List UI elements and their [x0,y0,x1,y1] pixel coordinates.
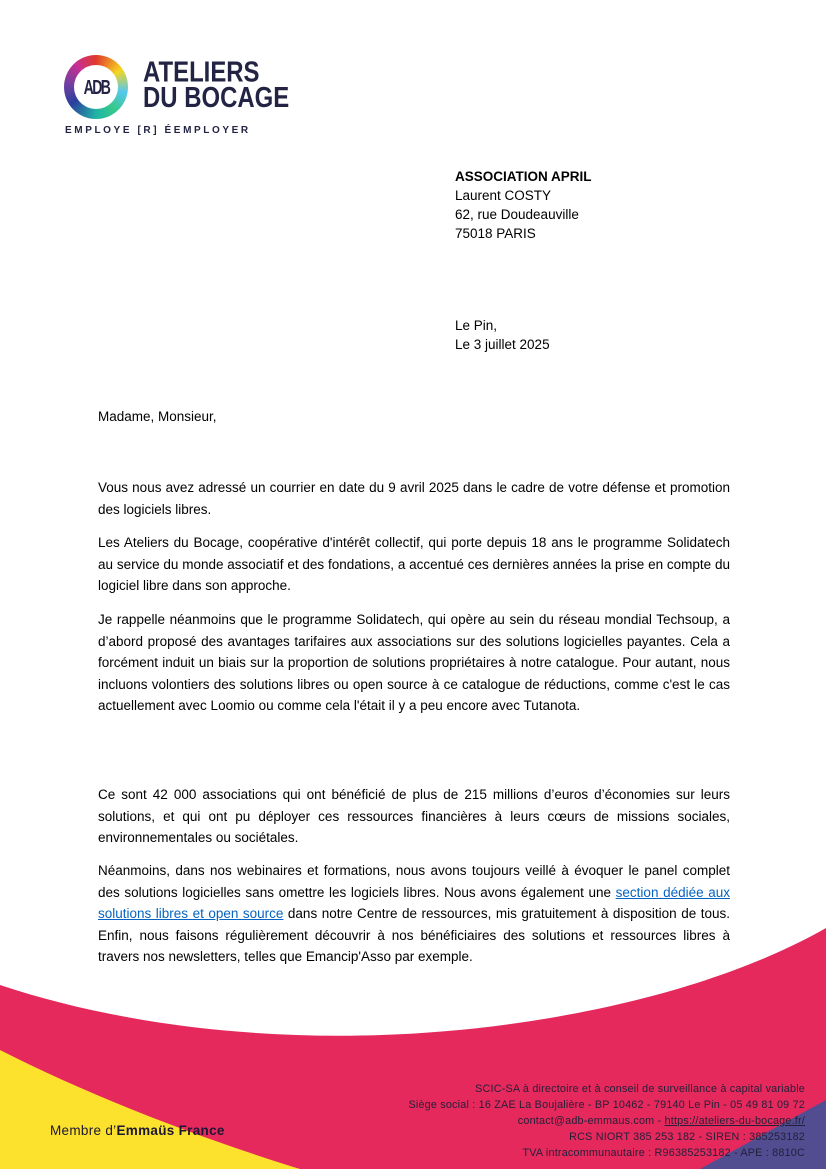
legal-line-2: Siège social : 16 ZAE La Boujalière - BP 10462 - 79140 Le Pin - 05 49 81 09 72 [408,1099,805,1111]
website-link[interactable]: https://ateliers-du-bocage.fr/ [664,1115,805,1127]
membership-note [50,1123,225,1138]
recipient-block [455,167,592,243]
dateline-place: Le Pin, [455,318,498,333]
resources-section-link[interactable]: section dédiée aux solutions libres et open source [98,884,730,921]
logo-wordmark [143,54,290,114]
membership-prefix: Membre d’ [50,1123,117,1138]
legal-line-1: SCIC-SA à directoire et à conseil de surveillance à capital variable [475,1083,805,1095]
paragraph-5-text-after: dans notre Centre de ressources, mis gratuitement à disposition de tous. Enfin, nous faisons régulièrement découvrir à nos bénéficiaires des solutions et ressources libres à travers nos newsletters, telles que Emancip'Asso par exemple. [98,906,731,964]
logo-tagline: EMPLOYE [R] ÉEMPLOYER [65,125,251,136]
contact-email: contact@adb-emmaus.com [517,1115,655,1127]
legal-block [408,1081,805,1161]
dateline-date: Le 3 juillet 2025 [455,337,550,352]
logo-ring-inner [74,65,118,109]
recipient-org: ASSOCIATION APRIL [455,169,592,184]
logo-monogram: ADB [83,74,109,98]
legal-line-5: TVA intracommunautaire : R96385253182 - APE : 8810C [522,1147,805,1159]
legal-line-3-separator: - [654,1115,665,1127]
salutation: Madame, Monsieur, [98,409,217,424]
recipient-city: 75018 PARIS [455,226,536,241]
logo-wordmark-line1: ATELIERS [143,54,260,89]
recipient-street: 62, rue Doudeauville [455,207,579,222]
paragraph-4: Ce sont 42 000 associations qui ont bénéficié de plus de 215 millions d’euros d’économies sur leurs solutions, et qui ont pu déployer ces ressources financières à leurs cœurs de missions sociales, environnementales ou sociétales. [98,787,730,845]
recipient-name: Laurent COSTY [455,188,552,203]
logo-wordmark-line2: DU BOCAGE [143,80,290,114]
legal-line-4: RCS NIORT 385 253 182 - SIREN : 385253182 [569,1131,805,1143]
paragraph-3: Je rappelle néanmoins que le programme Solidatech, qui opère au sein du réseau mondial Techsoup, a d’abord proposé des avantages tarifaires aux associations sur des solutions logicielles payantes. Cela a forcément induit un biais sur la proportion de solutions propriétaires à notre catalogue. Pour autant, nous incluons volontiers des solutions libres ou open source à ce catalogue de réductions, comme c'est le cas actuellement avec Loomio ou comme cela l'était il y a peu encore avec Tutanota. [98,612,730,713]
paragraph-2: Les Ateliers du Bocage, coopérative d'intérêt collectif, qui porte depuis 18 ans le programme Solidatech au service du monde associatif et des fondations, a accentué ces dernières années la prise en compte du logiciel libre dans son approche. [98,535,730,593]
logo-ring-icon [64,55,128,119]
legal-line-3 [408,1113,805,1129]
membership-org: Emmaüs France [116,1123,225,1138]
dateline-block [455,316,550,354]
paragraph-5-text-before: Néanmoins, dans nos webinaires et formations, nous avons toujours veillé à évoquer le panel complet des solutions logicielles sans omettre les logiciels libres. Nous avons également une [98,863,730,900]
paragraph-1: Vous nous avez adressé un courrier en date du 9 avril 2025 dans le cadre de votre défense et promotion des logiciels libres. [98,480,730,517]
ateliers-du-bocage-logo [64,53,290,143]
